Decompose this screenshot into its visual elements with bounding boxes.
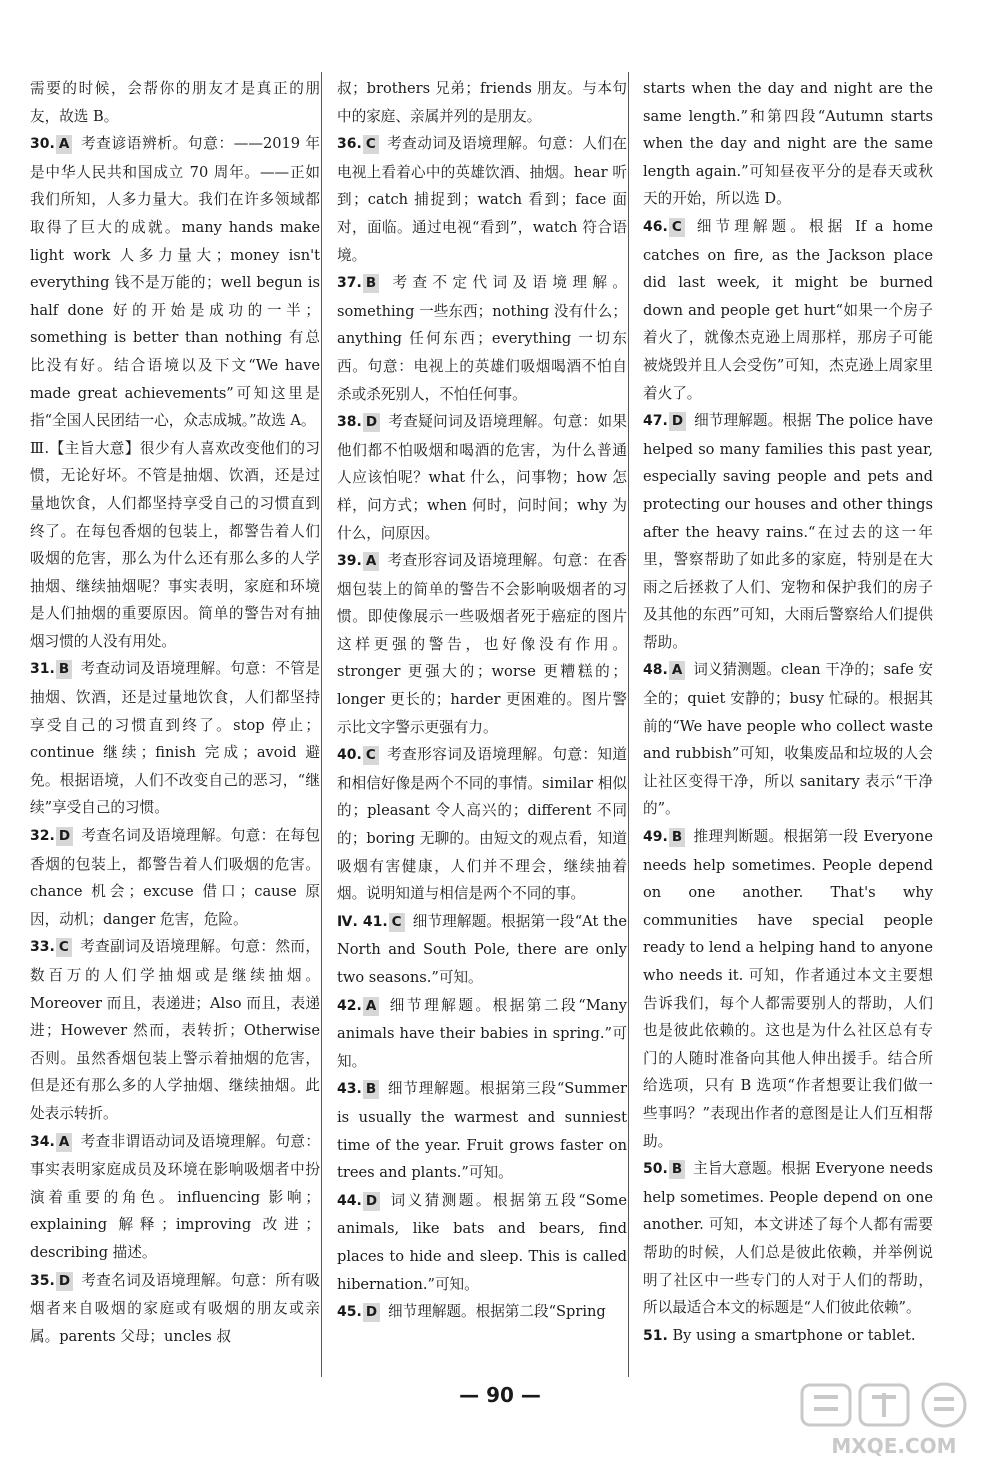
answer-letter: C <box>363 746 379 765</box>
svg-text:MXQE.COM: MXQE.COM <box>831 1434 957 1458</box>
question-number: 37. <box>337 275 362 292</box>
column-divider <box>628 72 629 1377</box>
middle-column <box>337 75 627 1327</box>
answer-letter: B <box>669 828 685 847</box>
answer-item <box>30 1128 320 1267</box>
answer-letter: B <box>56 660 72 679</box>
answer-letter: D <box>363 413 380 432</box>
answer-letter: A <box>56 135 72 154</box>
answer-letter: A <box>363 997 379 1016</box>
answer-letter: A <box>669 661 685 680</box>
explanation-text: 细节理解题。根据第二段“Many animals have their babies in spring.”可知。 <box>337 996 627 1070</box>
answer-item <box>337 130 627 269</box>
page-number: — 90 — <box>459 1383 541 1407</box>
explanation-text: 考查疑问词及语境理解。句意：如果他们都不怕吸烟和喝酒的危害，为什么普通人应该怕呢？what 什么，问事物；how 怎样，问方式；when 何时，问时间；why 为什么，问原因。 <box>337 413 627 542</box>
question-number: 47. <box>643 413 668 430</box>
explanation-text: 考查非谓语动词及语境理解。句意：事实表明家庭成员及环境在影响吸烟者中扮演着重要的角色。influencing 影响；explaining 解释；improving 改进；describing 描述。 <box>30 1132 320 1261</box>
explanation-text: 考查动词及语境理解。句意：人们在电视上看着心中的英雄饮酒、抽烟。hear 听到；catch 捕捉到；watch 看到；face 面对，面临。通过电视“看到”，watch 符合语境。 <box>337 135 627 264</box>
explanation-text: 考查名词及语境理解。句意：所有吸烟者来自吸烟的家庭或有吸烟的朋友或亲属。parents 父母；uncles 叔 <box>30 1271 320 1345</box>
answer-letter: C <box>363 135 379 154</box>
answer-item <box>337 908 627 992</box>
answer-letter: D <box>56 827 73 846</box>
question-number: 34. <box>30 1133 55 1150</box>
question-number: 42. <box>337 997 362 1014</box>
question-number: 39. <box>337 553 362 570</box>
answer-item <box>30 1267 320 1351</box>
answer-item <box>337 741 627 908</box>
answer-letter: D <box>56 1272 73 1291</box>
explanation-text: 细节理解题。根据第二段“Spring <box>388 1303 606 1321</box>
answer-item <box>643 1155 933 1322</box>
answer-item <box>337 992 627 1076</box>
question-number: 46. <box>643 218 668 235</box>
question-number: Ⅳ. 41. <box>337 913 388 930</box>
answer-letter: A <box>56 1133 72 1152</box>
answer-letter: B <box>363 1080 379 1099</box>
question-number: 33. <box>30 939 55 956</box>
left-column <box>30 75 320 1350</box>
question-number: 48. <box>643 662 668 679</box>
question-number: 38. <box>337 414 362 431</box>
answer-letter: D <box>363 1192 380 1211</box>
explanation-text: Ⅲ.【主旨大意】很少有人喜欢改变他们的习惯，无论好坏。不管是抽烟、饮酒，还是过量地饮食，人们都坚持享受自己的习惯直到终了。在每包香烟的包装上，都警告着人们吸烟的危害，那么为什么还有那么多的人学抽烟、继续抽烟呢？事实表明，家庭和环境是人们抽烟的重要原因。简单的警告对有抽烟习惯的人没有用处。 <box>30 439 320 650</box>
question-number: 30. <box>30 136 55 153</box>
continued-text: 叔；brothers 兄弟；friends 朋友。与本句中的家庭、亲属并列的是朋友。 <box>337 80 627 125</box>
answer-item <box>30 435 320 656</box>
answer-item <box>643 823 933 1155</box>
question-number: 31. <box>30 661 55 678</box>
answer-letter: C <box>669 218 685 237</box>
explanation-text: 细节理解题。根据 If a home catches on fire, as the Jackson place did last week, it might be burned down and people get hurt“如果一个房子着火了，就像杰克逊上周那样，那房子可能被烧毁并且人会受伤”可知，杰克逊上周家里着火了。 <box>643 217 933 402</box>
answer-item <box>643 213 933 407</box>
answer-item <box>30 655 320 822</box>
question-number: 40. <box>337 747 362 764</box>
column-divider <box>321 72 322 1377</box>
explanation-text: 考查形容词及语境理解。句意：在香烟包装上的简单的警告不会影响吸烟者的习惯。即使像展示一些吸烟者死于癌症的图片这样更强的警告，也好像没有作用。stronger 更强大的；worse 更糟糕的；longer 更长的；harder 更困难的。图片警示比文字警示更强有力。 <box>337 552 627 736</box>
explanation-text: 细节理解题。根据 The police have helped so many families this past year, especially saving people and pets and protecting our houses and other things after the heavy rains.“在过去的这一年里，警察帮助了如此多的家庭，特别是在大雨之后拯救了人们、宠物和保护我们的房子及其他的东西”可知，大雨后警察给人们提供帮助。 <box>643 412 933 651</box>
answer-item <box>337 269 627 408</box>
explanation-text: 考查动词及语境理解。句意：不管是抽烟、饮酒，还是过量地饮食，人们都坚持享受自己的习惯直到终了。stop 停止；continue 继续；finish 完成；avoid 避免。根据语境，人们不改变自己的恶习，“继续”享受自己的习惯。 <box>30 660 320 817</box>
question-number: 50. <box>643 1161 668 1178</box>
answer-item <box>337 1298 627 1327</box>
question-number: 43. <box>337 1081 362 1098</box>
answer-item <box>643 656 933 823</box>
answer-letter: B <box>669 1160 685 1179</box>
answer-item <box>337 547 627 741</box>
answer-letter: A <box>363 552 379 571</box>
watermark-logo <box>794 1379 994 1461</box>
explanation-text: 考查名词及语境理解。句意：在每包香烟的包装上，都警告着人们吸烟的危害。chance 机会；excuse 借口；cause 原因，动机；danger 危害，危险。 <box>30 827 320 928</box>
explanation-text: 考查不定代词及语境理解。something 一些东西；nothing 没有什么；anything 任何东西；everything 一切东西。句意：电视上的英雄们吸烟喝酒不怕自杀或杀死别人，不怕任何事。 <box>337 274 627 403</box>
question-number: 44. <box>337 1192 362 1209</box>
explanation-text: 考查形容词及语境理解。句意：知道和相信好像是两个不同的事情。similar 相似的；pleasant 令人高兴的；different 不同的；boring 无聊的。由短文的观点看，知道吸烟有害健康，人们并不理会，继续抽着烟。说明知道与相信是两个不同的事。 <box>337 746 627 903</box>
answer-letter: B <box>363 274 379 293</box>
answer-letter: D <box>363 1303 380 1322</box>
continued-text: starts when the day and night are the same length.”和第四段“Autumn starts when the day and night are the same length again.”可知昼夜平分的是春天或秋天的开始，所以选 D。 <box>643 80 933 208</box>
explanation-text: 主旨大意题。根据 Everyone needs help sometimes. People depend on one another. 可知，本文讲述了每个人都有需要帮助的时候，人们总是彼此依赖，并举例说明了社区中一些专门的人对于人们的帮助，所以最适合本文的标题是“人们彼此依赖”。 <box>643 1160 933 1317</box>
question-number: 36. <box>337 136 362 153</box>
answer-item <box>30 822 320 933</box>
explanation-text: 考查副词及语境理解。句意：然而，数百万的人们学抽烟或是继续抽烟。Moreover 而且，表递进；Also 而且，表递进；However 然而，表转折；Otherwise 否则。虽然香烟包装上警示着抽烟的危害，但是还有那么多的人学抽烟、继续抽烟。此处表示转折。 <box>30 938 320 1122</box>
answer-item <box>337 1075 627 1186</box>
answer-item <box>337 1187 627 1298</box>
answer-letter: D <box>669 412 686 431</box>
explanation-text: By using a smartphone or tablet. <box>672 1326 916 1344</box>
answer-item <box>30 130 320 435</box>
answer-item <box>643 1322 933 1351</box>
explanation-text: 推理判断题。根据第一段 Everyone needs help sometimes. People depend on one another. That's why communities have special people ready to lend a helping hand to anyone who needs it. 可知，作者通过本文主要想告诉我们，每个人都需要别人的帮助，人们也是彼此依赖的。这也是为什么社区总有专门的人随时准备向其他人伸出援手。结合所给选项，只有 B 选项“作者想要让我们做一些事吗？”表现出作者的意图是让人们互相帮助。 <box>643 828 933 1150</box>
continued-text: 需要的时候，会帮你的朋友才是真正的朋友，故选 B。 <box>30 80 320 125</box>
right-column <box>643 75 933 1350</box>
explanation-text: 词义猜测题。根据第五段“Some animals, like bats and bears, find places to hide and sleep. This is called hibernation.”可知。 <box>337 1191 627 1293</box>
answer-letter: C <box>389 913 405 932</box>
question-number: 49. <box>643 829 668 846</box>
question-number: 32. <box>30 828 55 845</box>
answer-item <box>337 408 627 547</box>
question-number: 35. <box>30 1272 55 1289</box>
explanation-text: 细节理解题。根据第三段“Summer is usually the warmest and sunniest time of the year. Fruit grows faster on trees and plants.”可知。 <box>337 1080 627 1182</box>
question-number: 51. <box>643 1327 668 1344</box>
explanation-text: 词义猜测题。clean 干净的；safe 安全的；quiet 安静的；busy 忙碌的。根据其前的“We have people who collect waste and rubbish”可知，收集废品和垃圾的人会让社区变得干净，所以 sanitary 表示“干净的”。 <box>643 661 933 818</box>
question-number: 45. <box>337 1304 362 1321</box>
answer-item <box>643 407 933 656</box>
answer-item <box>30 933 320 1127</box>
explanation-text: 考查谚语辨析。句意：——2019 年是中华人民共和国成立 70 周年。——正如我们所知，人多力量大。我们在许多领域都取得了巨大的成就。many hands make light work 人多力量大；money isn't everything 钱不是万能的；well begun is half done 好的开始是成功的一半；something is better than nothing 有总比没有好。结合语境以及下文“We have made great achievements”可知这里是指“全国人民团结一心，众志成城。”故选 A。 <box>30 135 320 430</box>
answer-letter: C <box>56 938 72 957</box>
explanation-text: 细节理解题。根据第一段“At the North and South Pole, there are only two seasons.”可知。 <box>337 912 628 986</box>
